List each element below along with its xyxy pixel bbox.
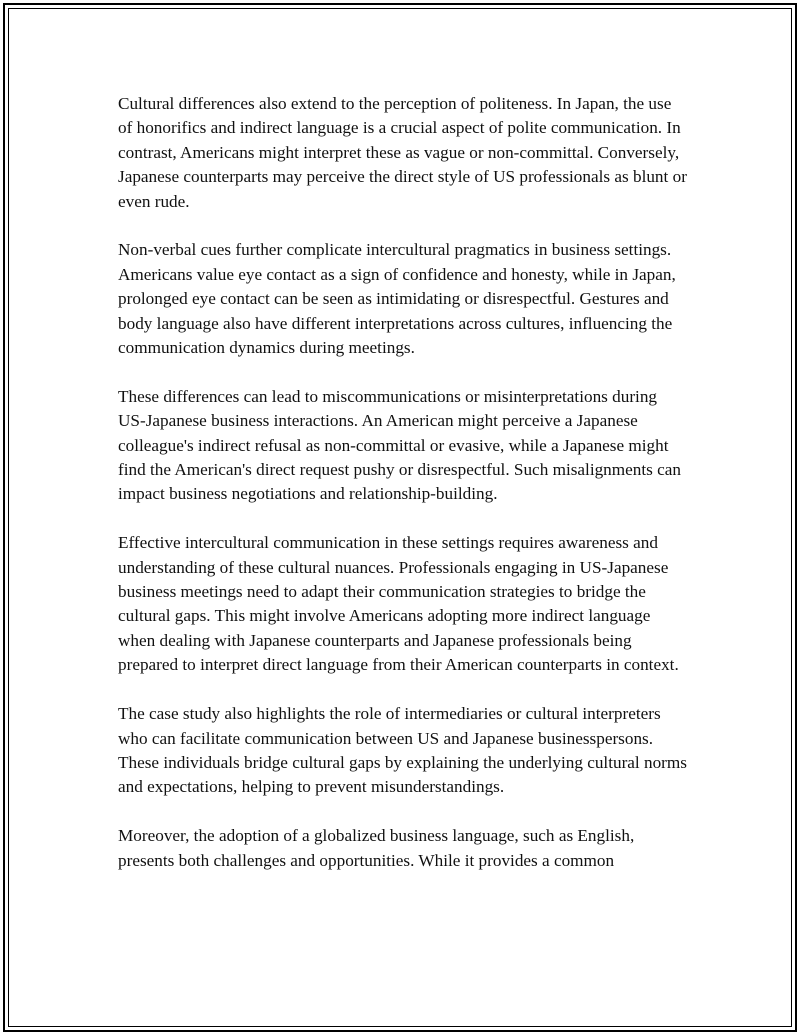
paragraph-business-language: Moreover, the adoption of a globalized business language, such as English, presents both challenges and opportunities. While it provides a common	[118, 826, 635, 870]
paragraph-politeness: Cultural differences also extend to the perception of politeness. In Japan, the use of honorifics and indirect language is a crucial aspect of polite communication. In contrast, Americans might interpret these as vague or non-committal. Conversely, Japanese counterparts may perceive the direct style of US professionals as blunt or even rude.	[118, 94, 687, 211]
paragraph-effective-communication: Effective intercultural communication in these settings requires awareness and understanding of these cultural nuances. Professionals engaging in US-Japanese business meetings need to adapt their communication strategies to bridge the cultural gaps. This might involve Americans adopting more indirect language when dealing with Japanese counterparts and Japanese professionals being prepared to interpret direct language from their American counterparts in context.	[118, 533, 679, 675]
paragraph-intermediaries: The case study also highlights the role of intermediaries or cultural interpreters who can facilitate communication between US and Japanese businesspersons. These individuals bridge cultural gaps by explaining the underlying cultural norms and expectations, helping to prevent misunderstandings.	[118, 704, 687, 797]
paragraph-non-verbal-cues: Non-verbal cues further complicate intercultural pragmatics in business settings. Americans value eye contact as a sign of confidence and honesty, while in Japan, prolonged eye contact can be seen as intimidating or disrespectful. Gestures and body language also have different interpretations across cultures, influencing the communication dynamics during meetings.	[118, 240, 676, 358]
document-body	[118, 92, 688, 897]
paragraph-miscommunications: These differences can lead to miscommunications or misinterpretations during US-Japanese business interactions. An American might perceive a Japanese colleague's indirect refusal as non-committal or evasive, while a Japanese might find the American's direct request pushy or disrespectful. Such misalignments can impact business negotiations and relationship-building.	[118, 386, 681, 504]
